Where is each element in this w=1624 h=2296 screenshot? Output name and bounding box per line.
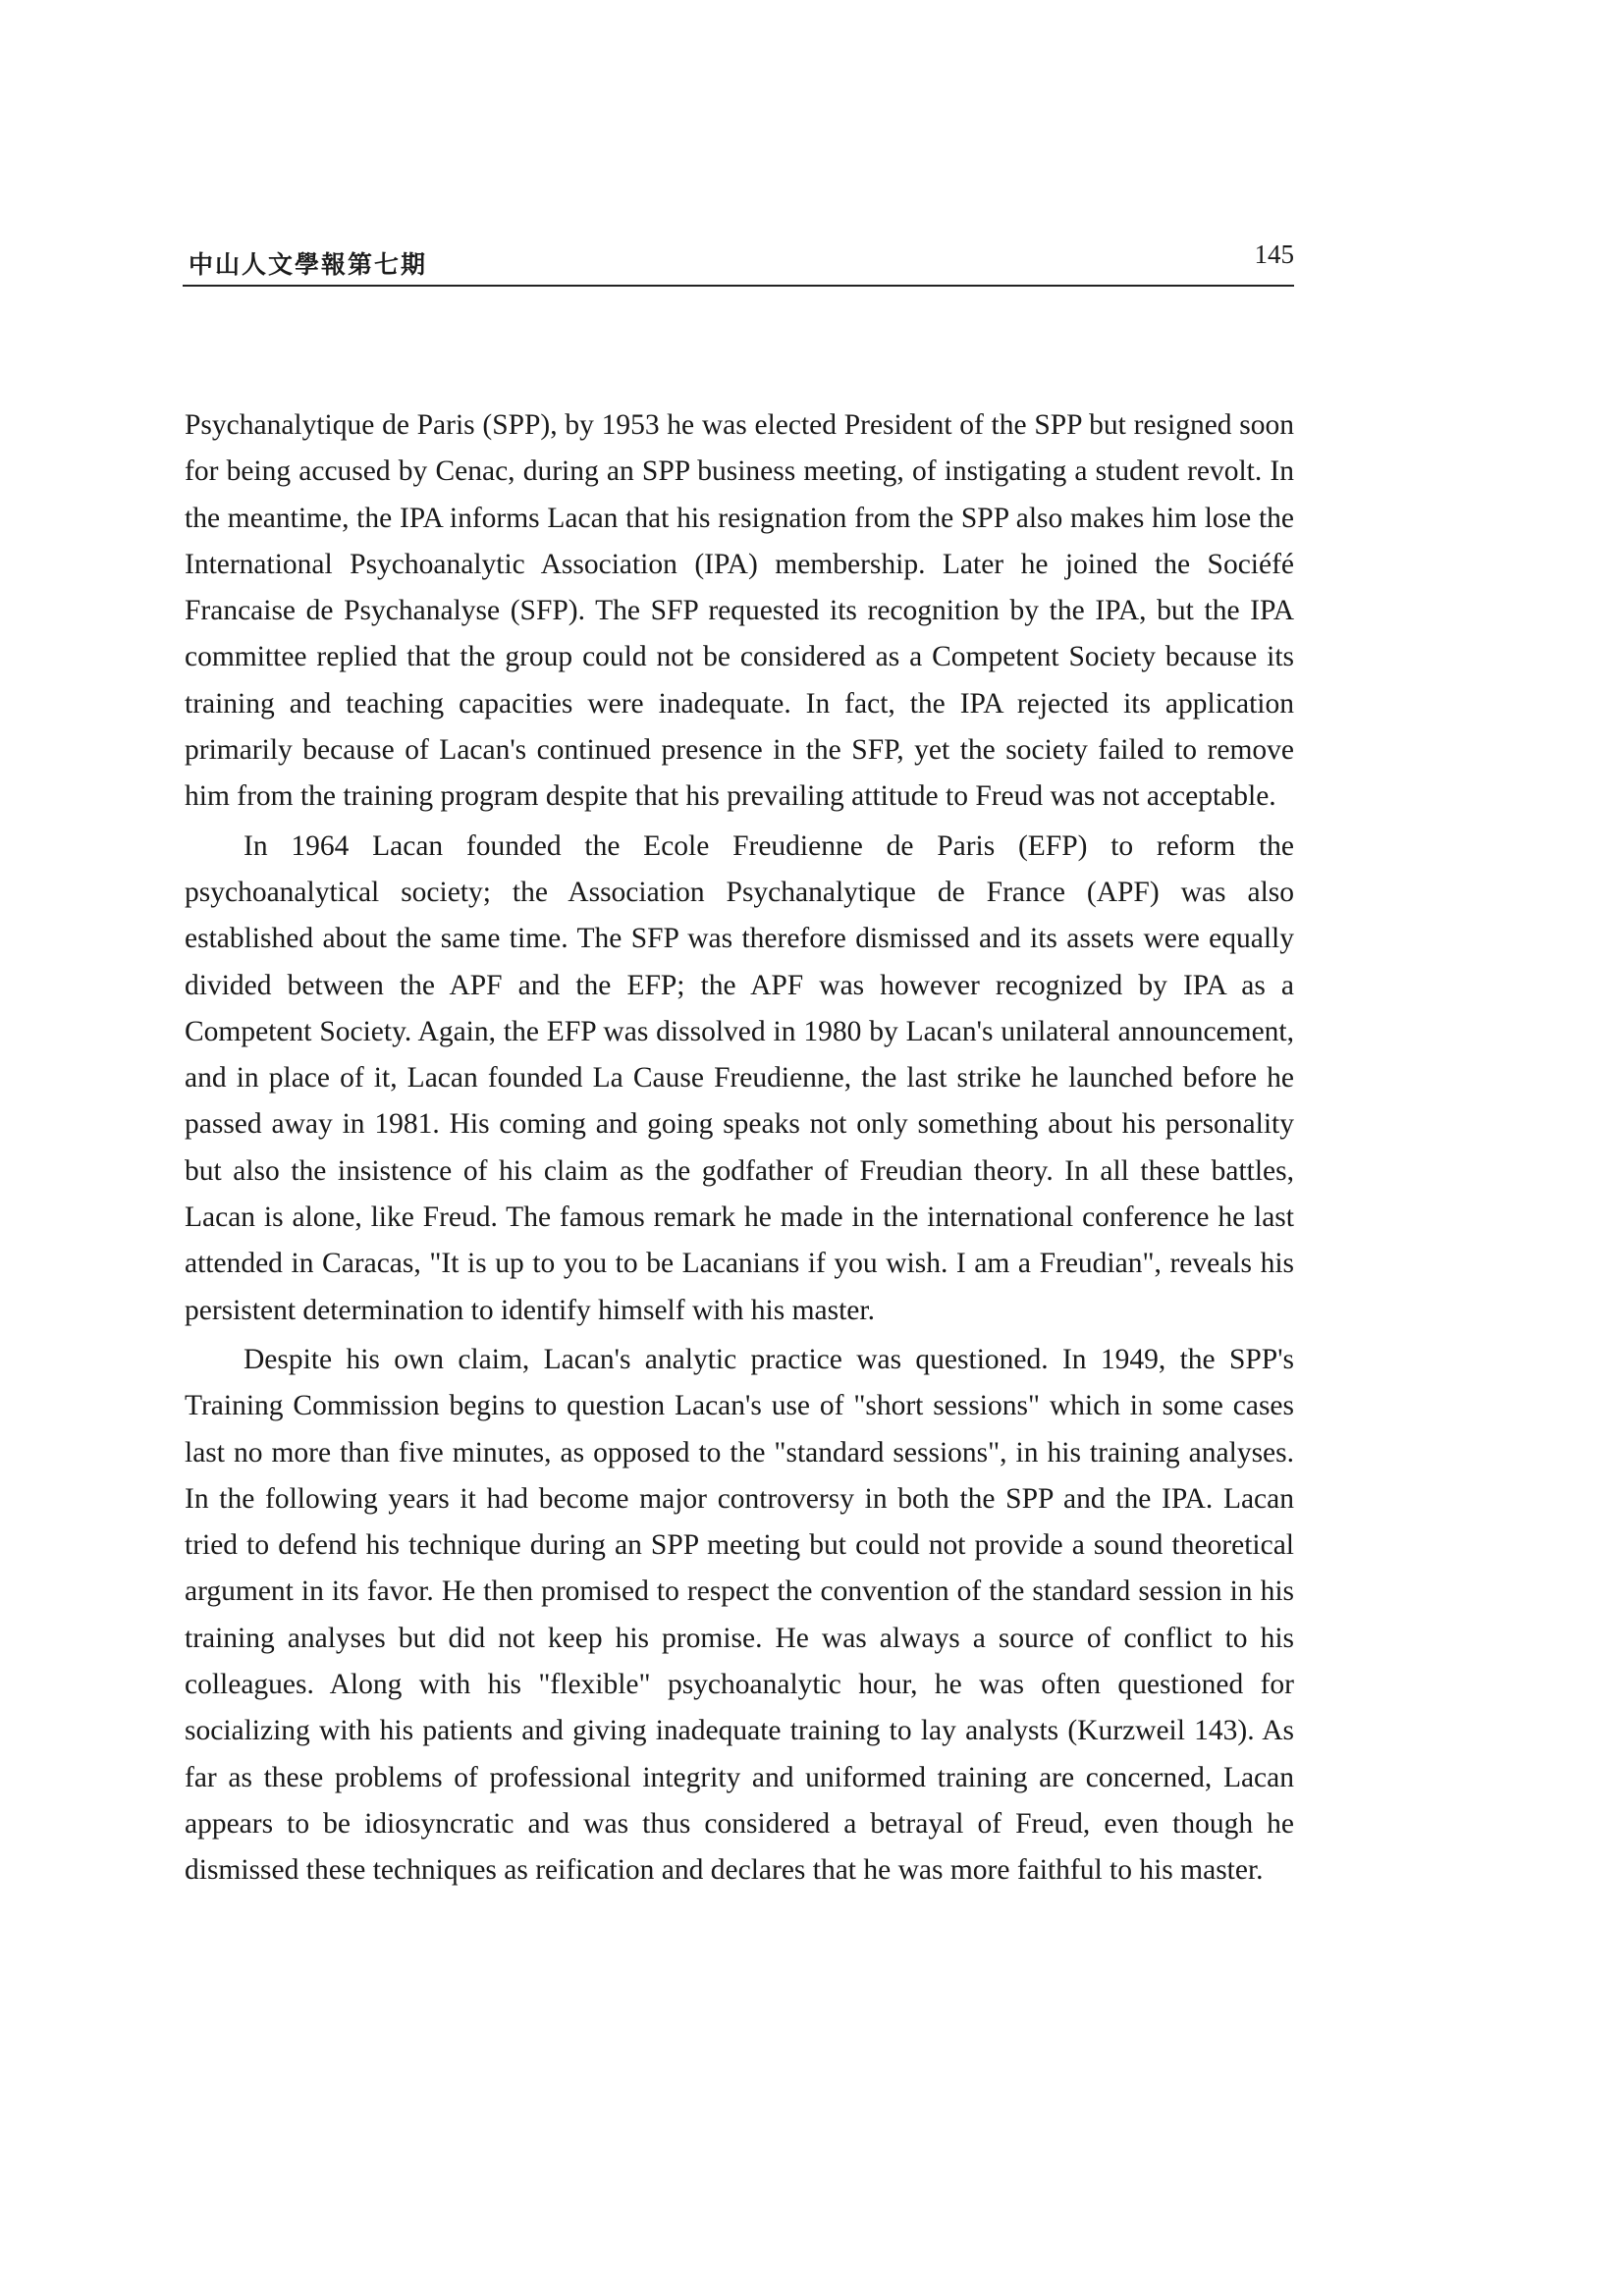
running-head xyxy=(183,236,1294,285)
paragraph-continued: Psychanalytique de Paris (SPP), by 1953 he was elected President of the SPP but resigned soon for being accused by Cenac, during an SPP business meeting, of instigating a student revolt. In the meantime, the IPA informs Lacan that his resignation from the SPP also makes him lose the International Psychoanalytic Association (IPA) membership. Later he joined the Sociéfé Francaise de Psychanalyse (SFP). The SFP requested its recognition by the IPA, but the IPA committee replied that the group could not be considered as a Competent Society because its training and teaching capacities were inadequate. In fact, the IPA rejected its application primarily because of Lacan's continued presence in the SFP, yet the society failed to remove him from the training program despite that his prevailing attitude to Freud was not acceptable. xyxy=(185,409,1294,813)
paragraph-efp-founding: In 1964 Lacan founded the Ecole Freudienne de Paris (EFP) to reform the psychoanalytical society; the Association Psychanalytique de France (APF) was also established about the same time. The SFP was therefore dismissed and its assets were equally divided between the APF and the EFP; the APF was however recognized by IPA as a Competent Society. Again, the EFP was dissolved in 1980 by Lacan's unilateral announcement, and in place of it, Lacan founded La Cause Freudienne, the last strike he launched before he passed away in 1981. His coming and going speaks not only something about his personality but also the insistence of his claim as the godfather of Freudian theory. In all these battles, Lacan is alone, like Freud. The famous remark he made in the international conference he last attended in Caracas, "It is up to you to be Lacanians if you wish. I am a Freudian", reveals his persistent determination to identify himself with his master. xyxy=(185,829,1294,1326)
paragraph-analytic-practice: Despite his own claim, Lacan's analytic practice was questioned. In 1949, the SPP's Training Commission begins to question Lacan's use of "short sessions" which in some cases last no more than five minutes, as opposed to the "standard sessions", in his training analyses. In the following years it had become major controversy in both the SPP and the IPA. Lacan tried to defend his technique during an SPP meeting but could not provide a sound theoretical argument in its favor. He then promised to respect the convention of the standard session in his training analyses but did not keep his promise. He was always a source of conflict to his colleagues. Along with his "flexible" psychoanalytic hour, he was often questioned for socializing with his patients and giving inadequate training to lay analysts (Kurzweil 143). As far as these problems of professional integrity and uniformed training are concerned, Lacan appears to be idiosyncratic and was thus considered a betrayal of Freud, even though he dismissed these techniques as reification and declares that he was more faithful to his master. xyxy=(185,1343,1294,1887)
header-rule xyxy=(183,285,1294,287)
body-text xyxy=(185,402,1294,1895)
journal-name: 中山人文學報第七期 xyxy=(189,250,428,279)
page-number: 145 xyxy=(1254,240,1294,269)
